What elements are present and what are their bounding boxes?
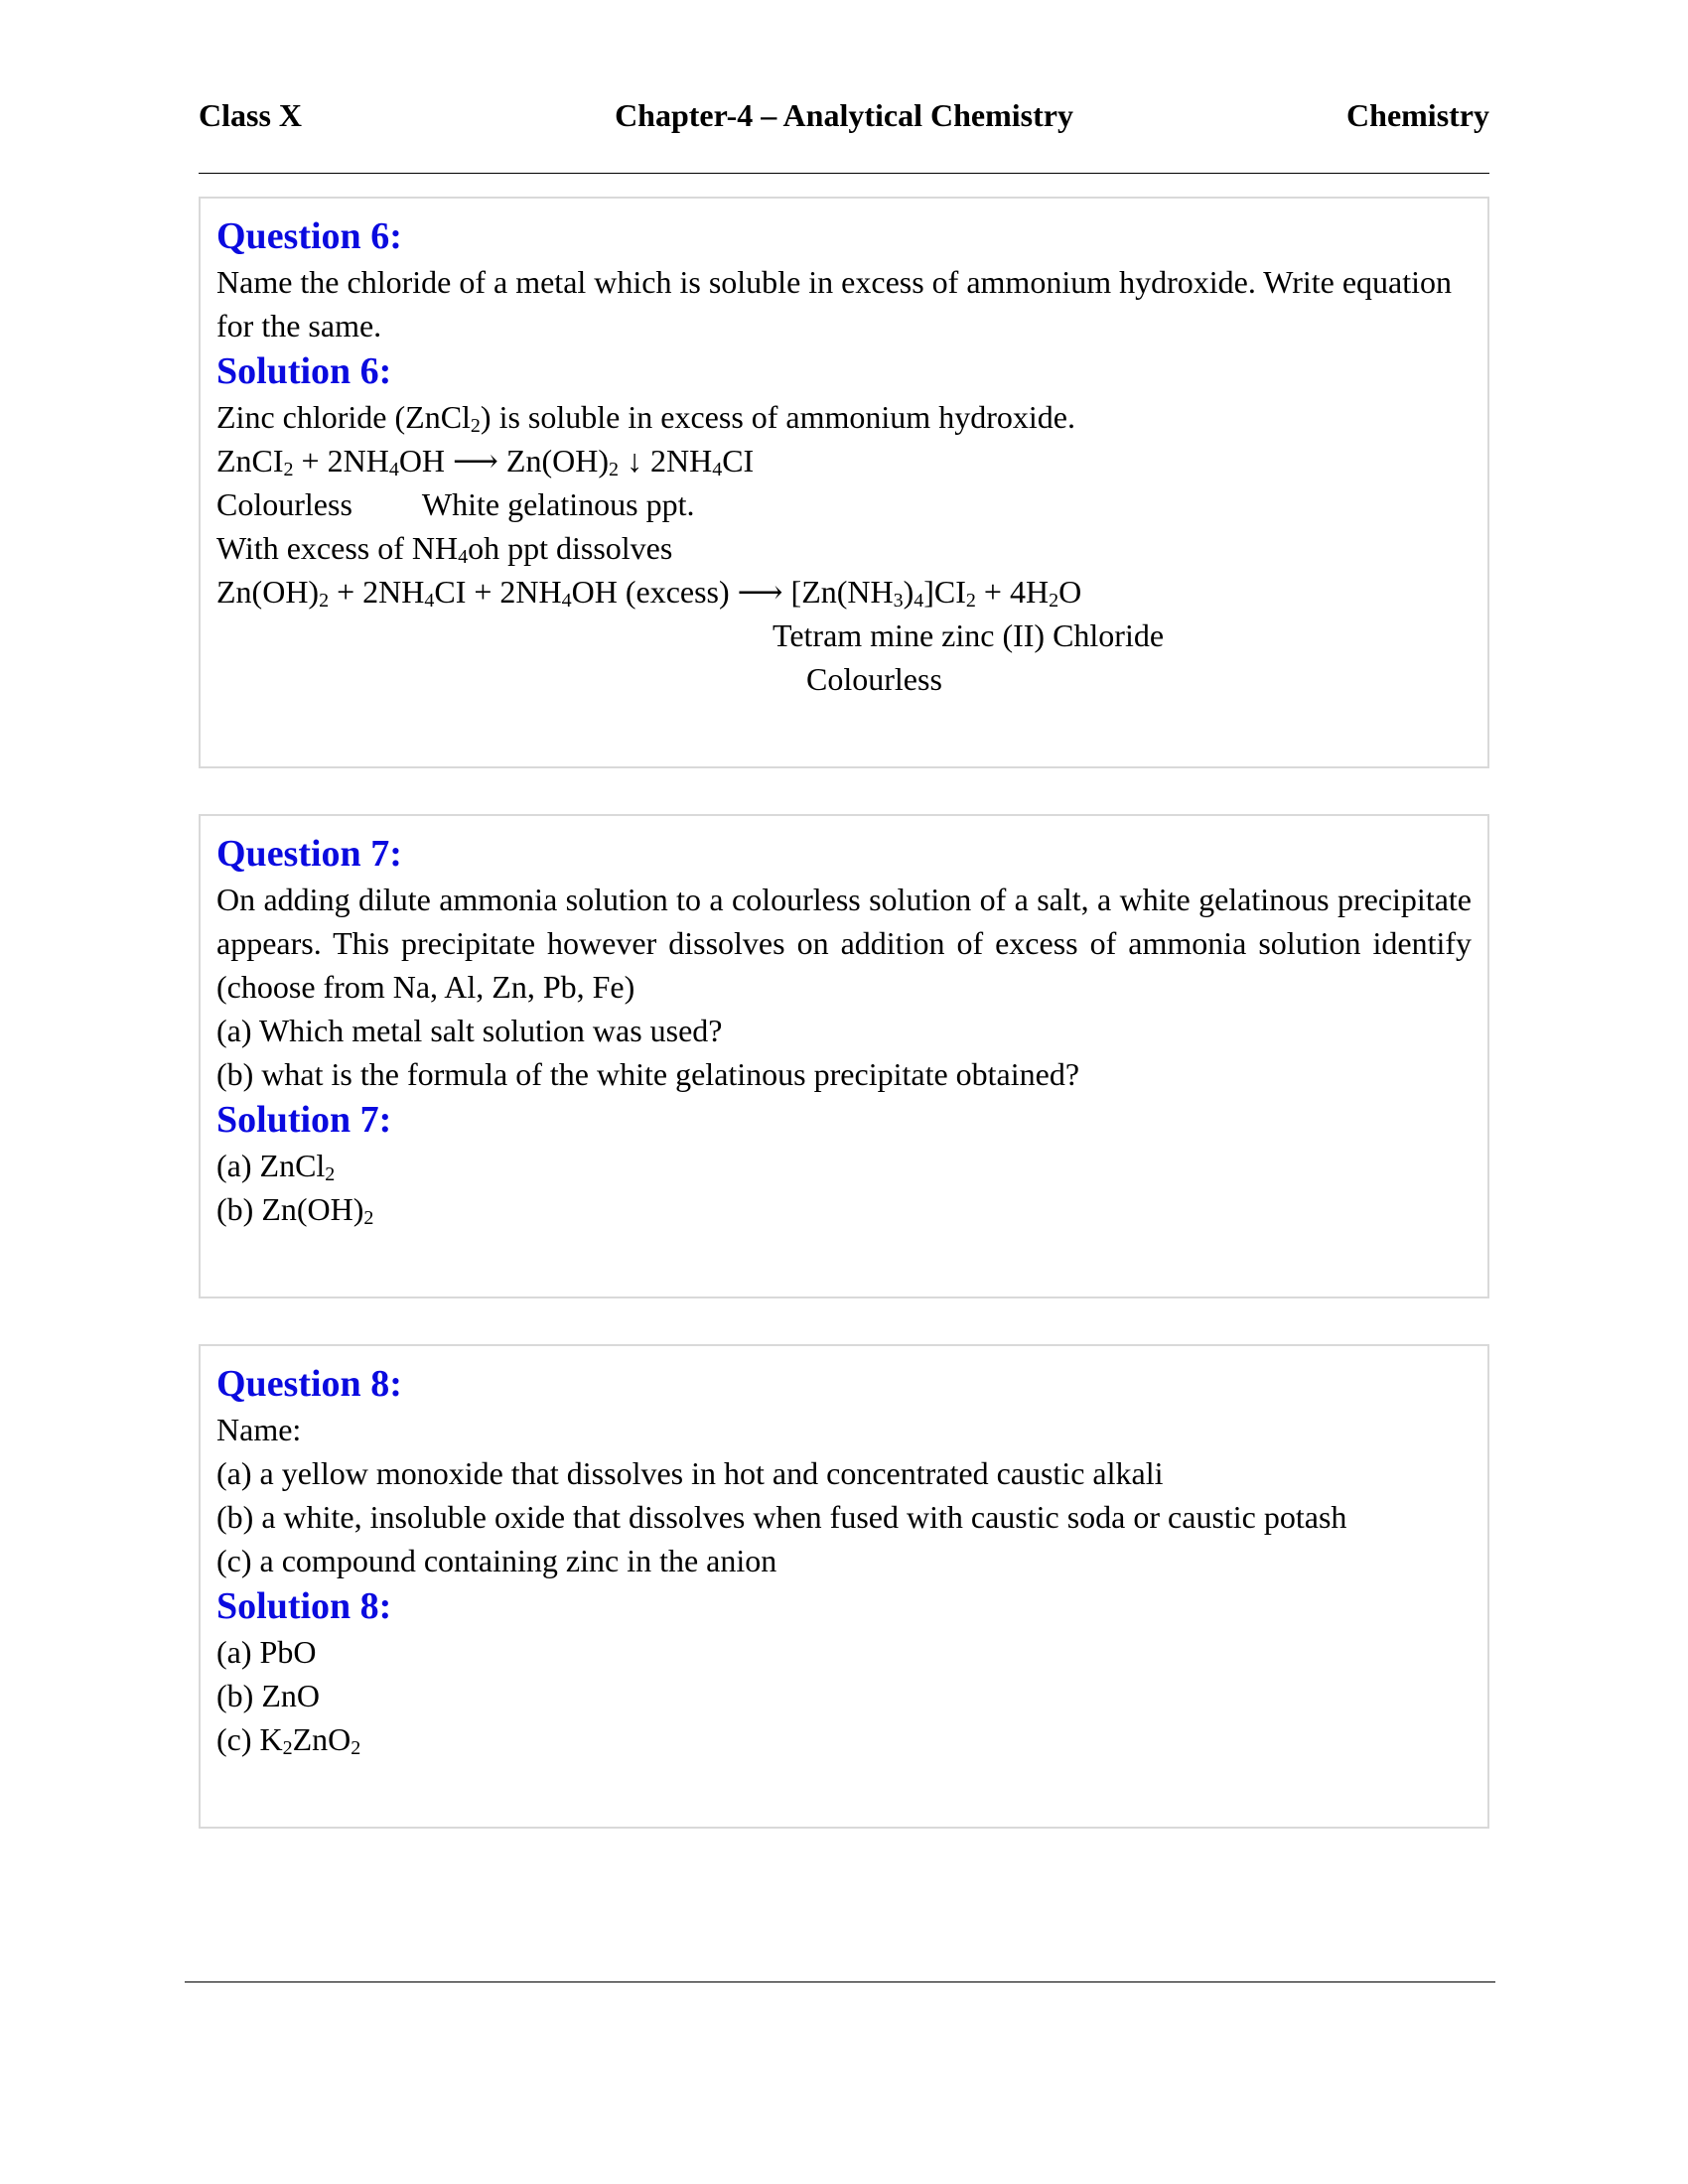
question-8-part-a: (a) a yellow monoxide that dissolves in hot and concentrated caustic alkali: [216, 1455, 1164, 1491]
header-class: Class X: [199, 97, 303, 133]
footer-divider: [185, 1981, 1495, 1982]
solution-6-line-3: Colourless White gelatinous ppt.: [216, 486, 695, 522]
solution-7-answer-b: (b) $Zn(OH)_2$: [216, 1191, 374, 1229]
solution-8-title: Solution 8:: [216, 1585, 392, 1627]
solution-6-line-4: With excess of $NH_4oh$ ppt dissolves: [216, 530, 673, 568]
question-8-card: [199, 1344, 1489, 1829]
header-chapter: Chapter-4 – Analytical Chemistry: [615, 97, 1073, 133]
solution-7-title: Solution 7:: [216, 1099, 392, 1141]
solution-8-answer-a: (a) PbO: [216, 1634, 317, 1670]
question-7-card: [199, 814, 1489, 1298]
question-7-part-b: (b) what is the formula of the white gelatinous precipitate obtained?: [216, 1056, 1080, 1092]
question-6-card: [199, 197, 1489, 768]
page-header: [199, 97, 1489, 141]
question-7-title: Question 7:: [216, 833, 402, 875]
solution-7-answer-a: (a) ZnCl$_2$: [216, 1148, 336, 1185]
solution-8-answer-c: (c) $K_2ZnO_2$: [216, 1721, 361, 1759]
solution-6-product-colour: Colourless: [806, 661, 942, 697]
solution-6-equation-2: $Zn(OH)_2 + 2NH_4CI + 2NH_4OH$ (excess) ⟶ $[Zn(NH_3)_4]CI_2 + 4H_2O$: [216, 574, 1082, 612]
header-divider: [199, 173, 1489, 174]
question-6-title: Question 6:: [216, 215, 402, 257]
question-8-intro: Name:: [216, 1412, 302, 1447]
question-8-part-b: (b) a white, insoluble oxide that dissolves when fused with caustic soda or caustic potash: [216, 1499, 1347, 1535]
solution-8-answer-b: (b) ZnO: [216, 1678, 320, 1713]
question-7-text: On adding dilute ammonia solution to a colourless solution of a salt, a white gelatinous precipitate appears. This precipitate however dissolves on addition of excess of ammonia solution identify (choose from Na, Al, Zn, Pb, Fe): [216, 882, 1472, 1005]
question-7-part-a: (a) Which metal salt solution was used?: [216, 1013, 723, 1048]
solution-6-line-1: Zinc chloride (ZnCl$_2$) is soluble in excess of ammonium hydroxide.: [216, 399, 1075, 437]
header-subject: Chemistry: [1346, 97, 1489, 133]
question-6-text: Name the chloride of a metal which is soluble in excess of ammonium hydroxide. Write equation for the same.: [216, 264, 1453, 343]
solution-6-title: Solution 6:: [216, 350, 392, 392]
question-8-part-c: (c) a compound containing zinc in the anion: [216, 1543, 777, 1578]
question-8-title: Question 8:: [216, 1363, 402, 1405]
solution-6-product-name: Tetram mine zinc (II) Chloride: [773, 617, 1165, 653]
solution-6-equation-1: ZnCI$_2$ + $2NH_4OH$ ⟶ $Zn(OH)_2$ ↓ $2NH_4CI$: [216, 443, 755, 480]
